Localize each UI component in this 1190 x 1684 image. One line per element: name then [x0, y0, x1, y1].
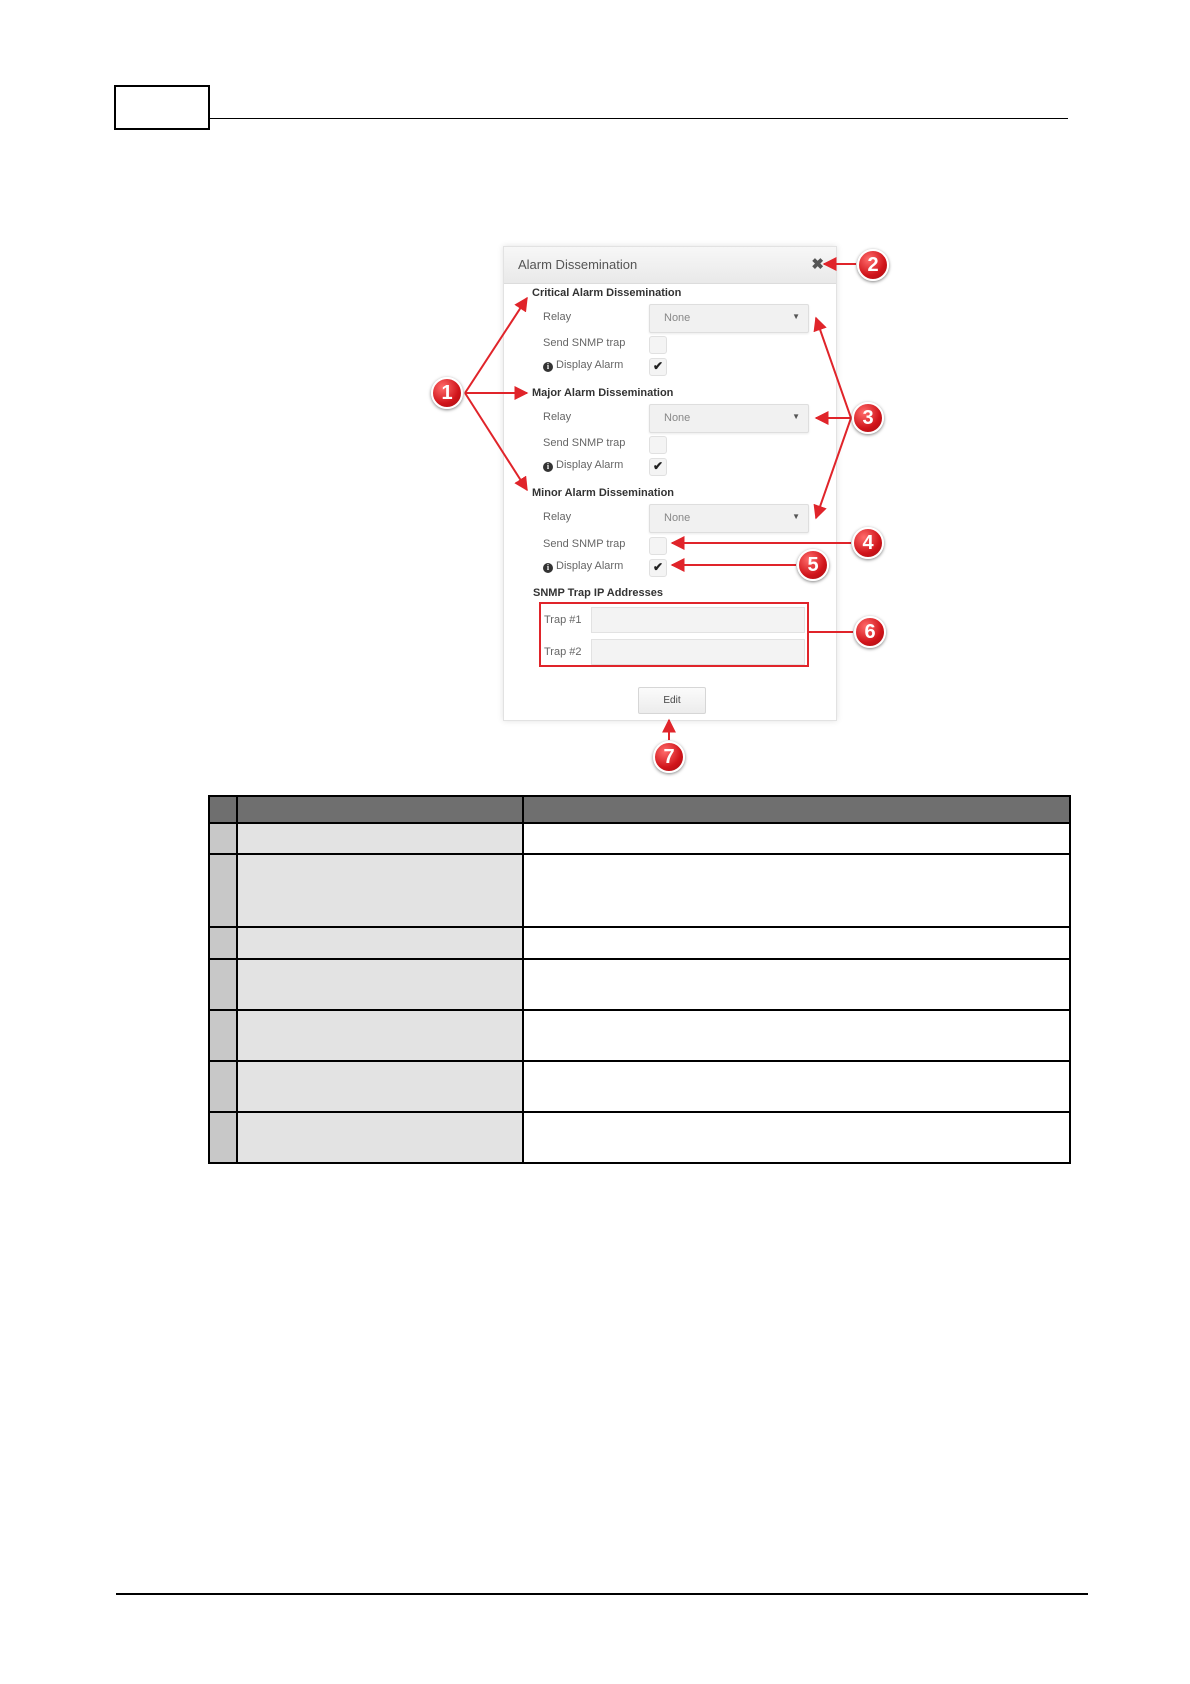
- table-cell: [237, 1010, 523, 1061]
- critical-display-checkbox[interactable]: [649, 358, 667, 376]
- minor-display-text: Display Alarm: [556, 560, 624, 572]
- callout-6: 6: [854, 616, 886, 648]
- critical-relay-select[interactable]: [649, 304, 809, 333]
- minor-snmp-checkbox[interactable]: [649, 537, 667, 555]
- table-cell: [523, 959, 1070, 1010]
- callout-4: 4: [852, 527, 884, 559]
- callout-7: 7: [653, 741, 685, 773]
- major-relay-value: None: [664, 412, 691, 424]
- callout-legend-table: [208, 795, 1071, 1164]
- trap-1-label: Trap #1: [544, 614, 582, 626]
- close-icon[interactable]: ✖: [811, 256, 824, 273]
- minor-display-checkbox[interactable]: [649, 559, 667, 577]
- critical-snmp-checkbox[interactable]: [649, 336, 667, 354]
- minor-display-label: [543, 560, 623, 573]
- chevron-down-icon: ▼: [792, 312, 800, 321]
- chevron-down-icon: ▼: [792, 512, 800, 521]
- header-cell: [209, 796, 237, 823]
- table-cell: [209, 927, 237, 959]
- header-cell: [523, 796, 1070, 823]
- major-snmp-label: Send SNMP trap: [543, 437, 626, 449]
- table-cell: [209, 959, 237, 1010]
- footer-rule: [116, 1593, 1088, 1595]
- table-cell: [523, 823, 1070, 854]
- dialog-header: [504, 247, 836, 284]
- table-cell: [209, 823, 237, 854]
- callout-1: 1: [431, 377, 463, 409]
- header-cell: [237, 796, 523, 823]
- page-number-box: [114, 85, 210, 130]
- minor-relay-label: Relay: [543, 511, 572, 523]
- callout-2: 2: [857, 249, 889, 281]
- critical-relay-value: None: [664, 312, 691, 324]
- checkmark-icon: ✔: [653, 359, 664, 373]
- table-row: [209, 927, 1070, 959]
- checkmark-icon: ✔: [653, 560, 664, 574]
- table-row: [209, 1061, 1070, 1112]
- table-cell: [237, 927, 523, 959]
- major-relay-label: Relay: [543, 411, 572, 423]
- table-row: [209, 1010, 1070, 1061]
- dialog-title: Alarm Dissemination: [518, 257, 638, 272]
- critical-display-label: [543, 359, 623, 372]
- table-cell: [209, 1061, 237, 1112]
- trap-2-label: Trap #2: [544, 646, 582, 658]
- critical-snmp-label: Send SNMP trap: [543, 337, 626, 349]
- major-display-text: Display Alarm: [556, 459, 624, 471]
- major-display-label: [543, 459, 623, 472]
- trap-section-title: SNMP Trap IP Addresses: [533, 587, 664, 599]
- table-cell: [209, 1010, 237, 1061]
- major-snmp-checkbox[interactable]: [649, 436, 667, 454]
- info-icon: i: [543, 362, 553, 372]
- header-rule: [210, 118, 1068, 119]
- callout-3: 3: [852, 402, 884, 434]
- checkmark-icon: ✔: [653, 459, 664, 473]
- trap-1-input[interactable]: [591, 607, 805, 633]
- trap-addresses-highlight: [539, 602, 809, 667]
- table-header-row: [209, 796, 1070, 823]
- major-section-title: Major Alarm Dissemination: [532, 387, 674, 399]
- table-cell: [237, 1112, 523, 1163]
- table-row: [209, 1112, 1070, 1163]
- critical-section-title: Critical Alarm Dissemination: [532, 287, 682, 299]
- table-cell: [209, 1112, 237, 1163]
- callout-5: 5: [797, 549, 829, 581]
- chevron-down-icon: ▼: [792, 412, 800, 421]
- table-cell: [209, 854, 237, 927]
- table-cell: [523, 1010, 1070, 1061]
- table-cell: [523, 854, 1070, 927]
- table-cell: [237, 823, 523, 854]
- table-cell: [237, 959, 523, 1010]
- major-display-checkbox[interactable]: [649, 458, 667, 476]
- trap-2-input[interactable]: [591, 639, 805, 665]
- table-cell: [523, 927, 1070, 959]
- edit-button[interactable]: Edit: [638, 687, 706, 714]
- alarm-dissemination-dialog: [503, 246, 837, 721]
- table-row: [209, 959, 1070, 1010]
- minor-relay-value: None: [664, 512, 691, 524]
- info-icon: i: [543, 462, 553, 472]
- minor-section-title: Minor Alarm Dissemination: [532, 487, 675, 499]
- table-row: [209, 823, 1070, 854]
- minor-relay-select[interactable]: [649, 504, 809, 533]
- minor-snmp-label: Send SNMP trap: [543, 538, 626, 550]
- table-row: [209, 854, 1070, 927]
- table-cell: [237, 1061, 523, 1112]
- table-cell: [523, 1112, 1070, 1163]
- critical-relay-label: Relay: [543, 311, 572, 323]
- critical-display-text: Display Alarm: [556, 359, 624, 371]
- major-relay-select[interactable]: [649, 404, 809, 433]
- table-cell: [523, 1061, 1070, 1112]
- table-cell: [237, 854, 523, 927]
- info-icon: i: [543, 563, 553, 573]
